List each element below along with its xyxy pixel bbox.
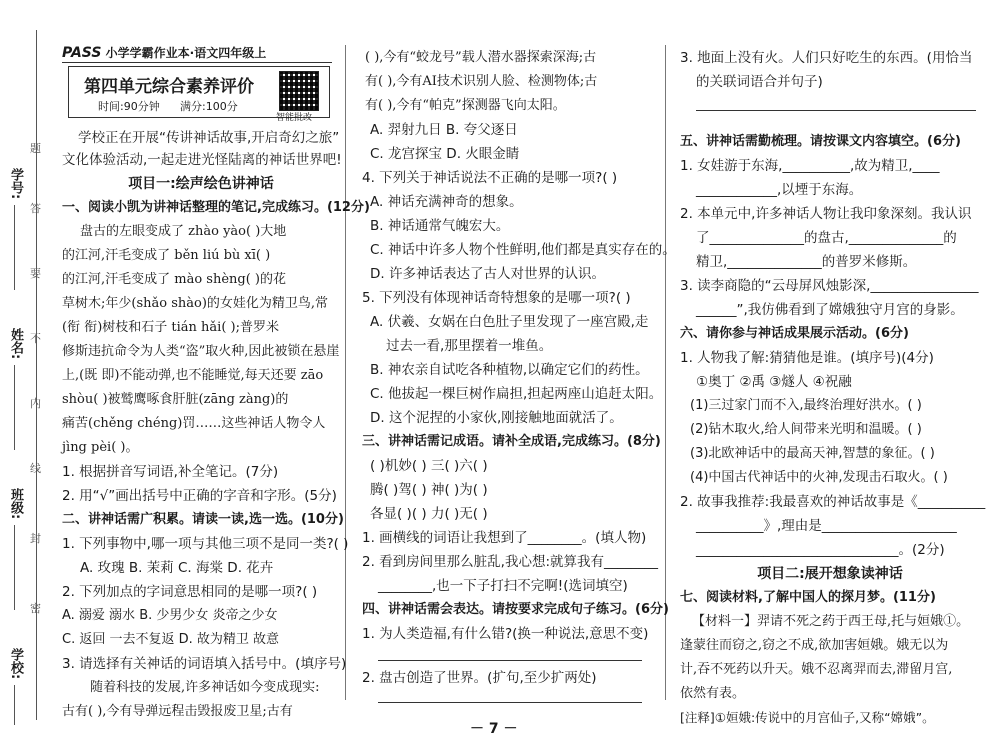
seal-char: 要 bbox=[30, 267, 41, 280]
seal-char: 不 bbox=[30, 332, 41, 345]
section-heading: 七、阅读材料,了解中国人的探月梦。(11分) bbox=[680, 590, 936, 605]
question-text: 2. 下列加点的字词意思相同的是哪一项?( ) bbox=[62, 584, 318, 600]
section-heading: 六、请你参与神话成果展示活动。(6分) bbox=[680, 326, 909, 341]
header-rule bbox=[62, 62, 332, 63]
name-label: 姓名: bbox=[8, 328, 23, 360]
school-label: 学校: bbox=[8, 648, 23, 680]
binding-margin bbox=[0, 0, 48, 750]
section-heading: 三、讲神话需记成语。请补全成语,完成练习。(8分) bbox=[362, 434, 661, 449]
question-text: 1. 下列事物中,哪一项与其他三项不是同一类?( ) bbox=[62, 536, 349, 552]
answer-line[interactable] bbox=[378, 660, 642, 661]
question-text: ______________________________。(2分) bbox=[696, 542, 945, 558]
option-text: C. 龙宫探宝 D. 火眼金睛 bbox=[370, 146, 520, 162]
question-text: 3. 读李商隐的“云母屏风烛影深,________________ bbox=[680, 278, 979, 294]
material-line: 依然有表。 bbox=[680, 686, 746, 701]
student-id-label: 学号: bbox=[8, 168, 23, 200]
option-text: B. 神农亲自试吃各种植物,以确定它们的药性。 bbox=[370, 362, 649, 378]
project-heading: 项目二:展开想象读神话 bbox=[757, 566, 903, 582]
annotation-note: [注释]①姮娥:传说中的月宫仙子,又称“嫦娥”。 bbox=[680, 710, 935, 725]
passage-line: ( ),今有“蛟龙号”载人潜水器探索深海;古 bbox=[365, 50, 597, 65]
passage-line: 修斯违抗命令为人类“盗”取火种,因此被锁在悬崖 bbox=[62, 344, 340, 359]
seal-char: 密 bbox=[30, 602, 41, 615]
qr-code-icon[interactable] bbox=[279, 71, 319, 111]
question-text: 1. 女娃游于东海,__________,故为精卫,____ bbox=[680, 158, 940, 174]
question-text: (1)三过家门而不入,最终治理好洪水。( ) bbox=[690, 398, 922, 413]
material-line: 【材料一】羿请不死之药于西王母,托与姮娥①。 bbox=[692, 614, 970, 629]
unit-title: 第四单元综合素养评价 bbox=[84, 77, 254, 97]
passage-line: shòu( )被鹫鹰啄食肝脏(zāng zàng)的 bbox=[62, 392, 289, 407]
question-text: 2. 本单元中,许多神话人物让我印象深刻。我认识 bbox=[680, 206, 972, 222]
material-line: 逢蒙往而窃之,窃之不成,欲加害姮娥。娥无以为 bbox=[680, 638, 949, 653]
class-field[interactable] bbox=[14, 525, 15, 610]
passage-line: 上,(既 即)不能动弹,也不能睡觉,每天还要 zāo bbox=[62, 368, 324, 383]
passage-line: jìng pèi( )。 bbox=[62, 440, 139, 455]
intro-text: 文化体验活动,一起走进光怪陆离的神话世界吧! bbox=[62, 152, 342, 168]
answer-line[interactable] bbox=[696, 110, 976, 111]
passage-line: 古有( ),今有导弹远程击毁报废卫星;古有 bbox=[62, 704, 293, 719]
section-heading: 二、讲神话需广积累。请读一读,选一选。(10分) bbox=[62, 512, 344, 527]
answer-line[interactable] bbox=[378, 702, 642, 703]
question-text: 2. 看到房间里那么脏乱,我心想:就算我有________ bbox=[362, 554, 659, 570]
question-text: 1. 画横线的词语让我想到了________。(填人物) bbox=[362, 530, 647, 546]
idiom-row: ( )机妙( ) 三( )六( ) bbox=[370, 458, 488, 474]
question-text: (4)中国古代神话中的火神,发现击石取火。( ) bbox=[690, 470, 948, 485]
time-limit: 时间:90分钟 bbox=[98, 100, 160, 113]
seal-char: 内 bbox=[30, 397, 41, 410]
passage-line: (衔 衔)树枝和石子 tián hǎi( );普罗米 bbox=[62, 320, 279, 335]
question-text: 3. 地面上没有火。人们只好吃生的东西。(用恰当 bbox=[680, 50, 973, 66]
question-text: ____________,以堙于东海。 bbox=[696, 182, 863, 198]
option-text: A. 伏羲、女娲在白色肚子里发现了一座宫殿,走 bbox=[370, 314, 649, 330]
passage-line: 盘古的左眼变成了 zhào yào( )大地 bbox=[80, 224, 287, 239]
question-text: 1. 根据拼音写词语,补全笔记。(7分) bbox=[62, 464, 279, 480]
question-text: 3. 请选择有关神话的词语填入括号中。(填序号) bbox=[62, 656, 347, 672]
option-text: A. 玫瑰 B. 茉莉 C. 海棠 D. 花卉 bbox=[80, 560, 274, 576]
question-text: 2. 盘古创造了世界。(扩句,至少扩两处) bbox=[362, 670, 597, 686]
passage-line: 草树木;年少(shǎo shào)的女娃化为精卫鸟,常 bbox=[62, 296, 329, 311]
passage-line: 随着科技的发展,许多神话如今变成现实: bbox=[90, 680, 320, 695]
question-text: 1. 为人类造福,有什么错?(换一种说法,意思不变) bbox=[362, 626, 649, 642]
intro-text: 学校正在开展“传讲神话故事,开启奇幻之旅” bbox=[78, 130, 340, 146]
passage-line: 痛苦(chěng chéng)罚……这些神话人物令人 bbox=[62, 416, 326, 431]
option-text: B. 神话通常气魄宏大。 bbox=[370, 218, 510, 234]
question-text: ______”,我仿佛看到了嫦娥独守月宫的身影。 bbox=[696, 302, 964, 318]
name-field[interactable] bbox=[14, 365, 15, 450]
qr-label: 智能批改 bbox=[276, 113, 313, 123]
seal-char: 线 bbox=[30, 462, 41, 475]
series-header bbox=[62, 44, 266, 61]
section-heading: 五、讲神话需勤梳理。请按课文内容填空。(6分) bbox=[680, 134, 961, 149]
idiom-row: 各显( )( ) 力( )无( ) bbox=[370, 506, 488, 522]
material-line: 计,吞不死药以升天。娥不忍离羿而去,滞留月宫, bbox=[680, 662, 953, 677]
question-text: (2)钻木取火,给人间带来光明和温暖。( ) bbox=[690, 422, 922, 437]
question-text: (3)北欧神话中的最高天神,智慧的象征。( ) bbox=[690, 446, 935, 461]
option-text: A. 溺爱 溺水 B. 少男少女 炎帝之少女 bbox=[62, 608, 278, 623]
option-text: A. 神话充满神奇的想象。 bbox=[370, 194, 523, 210]
idiom-row: 腾( )驾( ) 神( )为( ) bbox=[370, 482, 488, 498]
seal-char: 答 bbox=[30, 202, 41, 215]
brand-logo: PASS bbox=[62, 45, 102, 61]
option-text: 过去一看,那里摆着一堆鱼。 bbox=[386, 338, 553, 354]
question-text: 精卫,______________的普罗米修斯。 bbox=[696, 254, 917, 270]
question-text: 4. 下列关于神话说法不正确的是哪一项?( ) bbox=[362, 170, 618, 186]
option-text: C. 神话中许多人物个性鲜明,他们都是真实存在的。 bbox=[370, 242, 676, 258]
seal-char: 题 bbox=[30, 142, 41, 155]
question-text: ________,也一下子打扫不完啊!(选词填空) bbox=[378, 578, 628, 594]
full-score: 满分:100分 bbox=[180, 100, 238, 113]
question-text: 5. 下列没有体现神话奇特想象的是哪一项?( ) bbox=[362, 290, 631, 306]
question-text: 的关联词语合并句子) bbox=[696, 74, 823, 90]
student-id-field[interactable] bbox=[14, 205, 15, 290]
series-title: 小学学霸作业本·语文四年级上 bbox=[105, 46, 267, 60]
project-heading: 项目一:绘声绘色讲神话 bbox=[128, 176, 274, 192]
option-text: C. 返回 一去不复返 D. 故为精卫 故意 bbox=[62, 632, 280, 647]
column-divider bbox=[345, 45, 346, 700]
question-text: 2. 故事我推荐:我最喜欢的神话故事是《__________ bbox=[680, 494, 986, 510]
question-text: 2. 用“√”画出括号中正确的字音和字形。(5分) bbox=[62, 488, 337, 504]
seal-line bbox=[36, 30, 37, 720]
section-heading: 四、讲神话需会表达。请按要求完成句子练习。(6分) bbox=[362, 602, 669, 617]
school-field[interactable] bbox=[14, 685, 15, 725]
passage-line: 有( ),今有AI技术识别人脸、检测物体;古 bbox=[365, 74, 598, 89]
question-text: 1. 人物我了解:猜猜他是谁。(填序号)(4分) bbox=[680, 350, 934, 366]
question-text: 了______________的盘古,______________的 bbox=[696, 230, 957, 246]
option-text: ①奥丁 ②禹 ③燧人 ④祝融 bbox=[696, 374, 852, 390]
question-text: __________》,理由是____________________ bbox=[696, 518, 957, 534]
seal-char: 封 bbox=[30, 532, 41, 545]
passage-line: 的江河,汗毛变成了 mào shèng( )的花 bbox=[62, 272, 287, 287]
passage-line: 的江河,汗毛变成了 běn liú bù xī( ) bbox=[62, 248, 271, 263]
passage-line: 有( ),今有“帕克”探测器飞向太阳。 bbox=[365, 98, 566, 113]
option-text: C. 他拔起一棵巨树作扁担,担起两座山追赶太阳。 bbox=[370, 386, 663, 402]
section-heading: 一、阅读小凯为讲神话整理的笔记,完成练习。(12分) bbox=[62, 200, 370, 215]
option-text: D. 许多神话表达了古人对世界的认识。 bbox=[370, 266, 605, 282]
class-label: 班级: bbox=[8, 488, 23, 520]
option-text: D. 这个泥捏的小家伙,刚接触地面就活了。 bbox=[370, 410, 623, 426]
page-number: － 7 － bbox=[470, 721, 518, 737]
option-text: A. 羿射九日 B. 夸父逐日 bbox=[370, 122, 518, 138]
